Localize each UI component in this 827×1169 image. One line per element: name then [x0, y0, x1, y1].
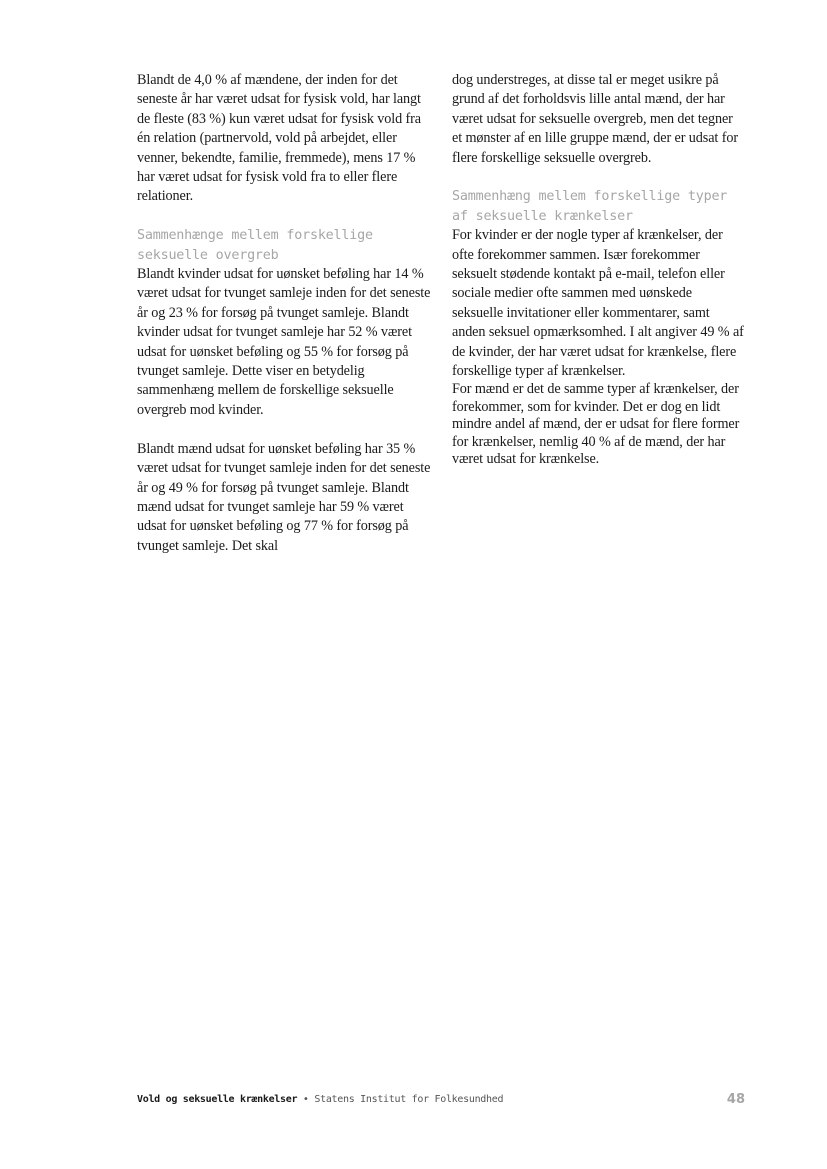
left-column	[137, 71, 431, 556]
body-paragraph: Blandt de 4,0 % af mændene, der inden for det seneste år har været udsat for fysisk vold, har langt de fleste (83 %) kun været udsat for fysisk vold fra én relation (partnervold, vold på arbejdet, eller venner, bekendte, familie, fremmede), mens 17 % har været udsat for fysisk vold fra to eller flere relationer.	[137, 72, 421, 205]
body-paragraph: Blandt mænd udsat for uønsket beføling har 35 % været udsat for tvunget samleje inden for det seneste år og 49 % for forsøg på tvunget samleje. Blandt mænd udsat for tvunget samleje har 59 % været udsat for uønsket beføling og 77 % for forsøg på tvunget samleje. Det skal	[137, 440, 431, 554]
body-paragraph: For kvinder er der nogle typer af krænkelser, der ofte forekommer sammen. Især forekommer seksuelt stødende kontakt på e-mail, telefon eller sociale medier ofte sammen med uønskede seksuelle invitationer eller kommentarer, samt anden seksuel opmærksomhed. I alt angiver 49 % af de kvinder, der har været udsat for krænkelse, flere forskellige typer af krænkelser.	[452, 227, 744, 380]
right-column	[452, 71, 746, 469]
body-paragraph: dog understreges, at disse tal er meget usikre på grund af det forholdsvis lille antal mænd, der har været udsat for seksuelle overgreb, men det tegner et mønster af en lille gruppe mænd, der er udsat for flere forskellige seksuelle overgreb.	[452, 72, 738, 166]
footer-institute: Statens Institut for Folkesundhed	[314, 1094, 504, 1105]
body-paragraph: For mænd er det de samme typer af krænkelser, der forekommer, som for kvinder. Det er dog en lidt mindre andel af mænd, der er udsat for flere former for krænkelser, nemlig 40 % af de mænd, der har været udsat for krænkelse.	[452, 381, 740, 468]
footer-report-title: Vold og seksuelle krænkelser	[137, 1094, 298, 1105]
section-heading: Sammenhæng mellem forskellige typer af seksuelle krænkelser	[452, 189, 728, 224]
page-footer	[137, 1094, 503, 1105]
footer-separator: •	[302, 1094, 309, 1105]
page-number: 48	[726, 1092, 745, 1107]
body-paragraph: Blandt kvinder udsat for uønsket beføling har 14 % været udsat for tvunget samleje inden for det seneste år og 23 % for forsøg på tvunget samleje. Blandt kvinder udsat for tvunget samleje har 52 % været udsat for uønsket beføling og 55 % for forsøg på tvunget samleje. Dette viser en betydelig sammenhæng mellem de forskellige seksuelle overgreb mod kvinder.	[137, 266, 431, 418]
section-heading: Sammenhænge mellem forskellige seksuelle overgreb	[137, 228, 373, 263]
